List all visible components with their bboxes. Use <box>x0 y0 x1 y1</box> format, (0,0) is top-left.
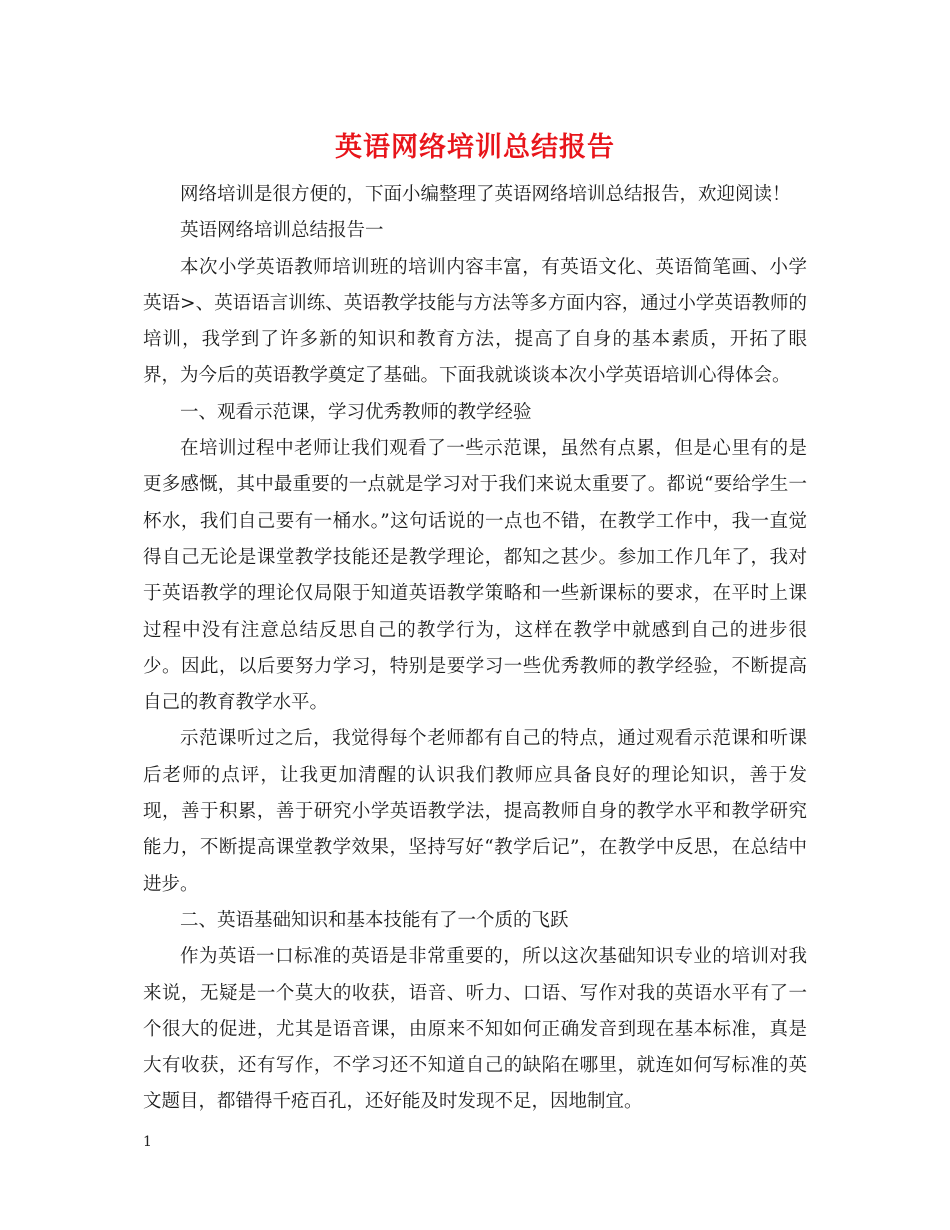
subsection-heading: 一、观看示范课，学习优秀教师的教学经验 <box>180 401 532 423</box>
body-paragraph: 在培训过程中老师让我们观看了一些示范课，虽然有点累，但是心里有的是更多感慨，其中最重要的一点就是学习对于我们来说太重要了。都说“要给学生一杯水，我们自己要有一桶水。”这句话说的一点也不错，在教学工作中，我一直觉得自己无论是课堂教学技能还是教学理论，都知之甚少。参加工作几年了，我对于英语教学的理论仅局限于知道英语教学策略和一些新课标的要求，在平时上课过程中没有注意总结反思自己的教学行为，这样在教学中就感到自己的进步很少。因此，以后要努力学习，特别是要学习一些优秀教师的教学经验，不断提高自己的教育教学水平。 <box>143 438 807 714</box>
body-paragraph: 本次小学英语教师培训班的培训内容丰富，有英语文化、英语简笔画、小学英语>、英语语言训练、英语教学技能与方法等多方面内容，通过小学英语教师的培训，我学到了许多新的知识和教育方法，提高了自身的基本素质，开拓了眼界，为今后的英语教学奠定了基础。下面我就谈谈本次小学英语培训心得体会。 <box>143 256 807 387</box>
subsection-heading: 二、英语基础知识和基本技能有了一个质的飞跃 <box>180 909 569 931</box>
body-paragraph: 示范课听过之后，我觉得每个老师都有自己的特点，通过观看示范课和听课后老师的点评，让我更加清醒的认识我们教师应具备良好的理论知识，善于发现，善于积累，善于研究小学英语教学法，提高教师自身的教学水平和教学研究能力，不断提高课堂教学效果，坚持写好“教学后记”，在教学中反思，在总结中进步。 <box>143 728 807 895</box>
document-body <box>143 177 807 1121</box>
intro-paragraph: 网络培训是很方便的，下面小编整理了英语网络培训总结报告，欢迎阅读！ <box>180 184 791 205</box>
body-paragraph: 作为英语一口标准的英语是非常重要的，所以这次基础知识专业的培训对我来说，无疑是一个莫大的收获，语音、听力、口语、写作对我的英语水平有了一个很大的促进，尤其是语音课，由原来不知如何正确发音到现在基本标准，真是大有收获，还有写作，不学习还不知道自己的缺陷在哪里，就连如何写标准的英文题目，都错得千疮百孔，还好能及时发现不足，因地制宜。 <box>143 946 807 1113</box>
page-number: 1 <box>143 1134 152 1150</box>
section-heading: 英语网络培训总结报告一 <box>180 220 384 242</box>
document-title: 英语网络培训总结报告 <box>335 132 615 163</box>
